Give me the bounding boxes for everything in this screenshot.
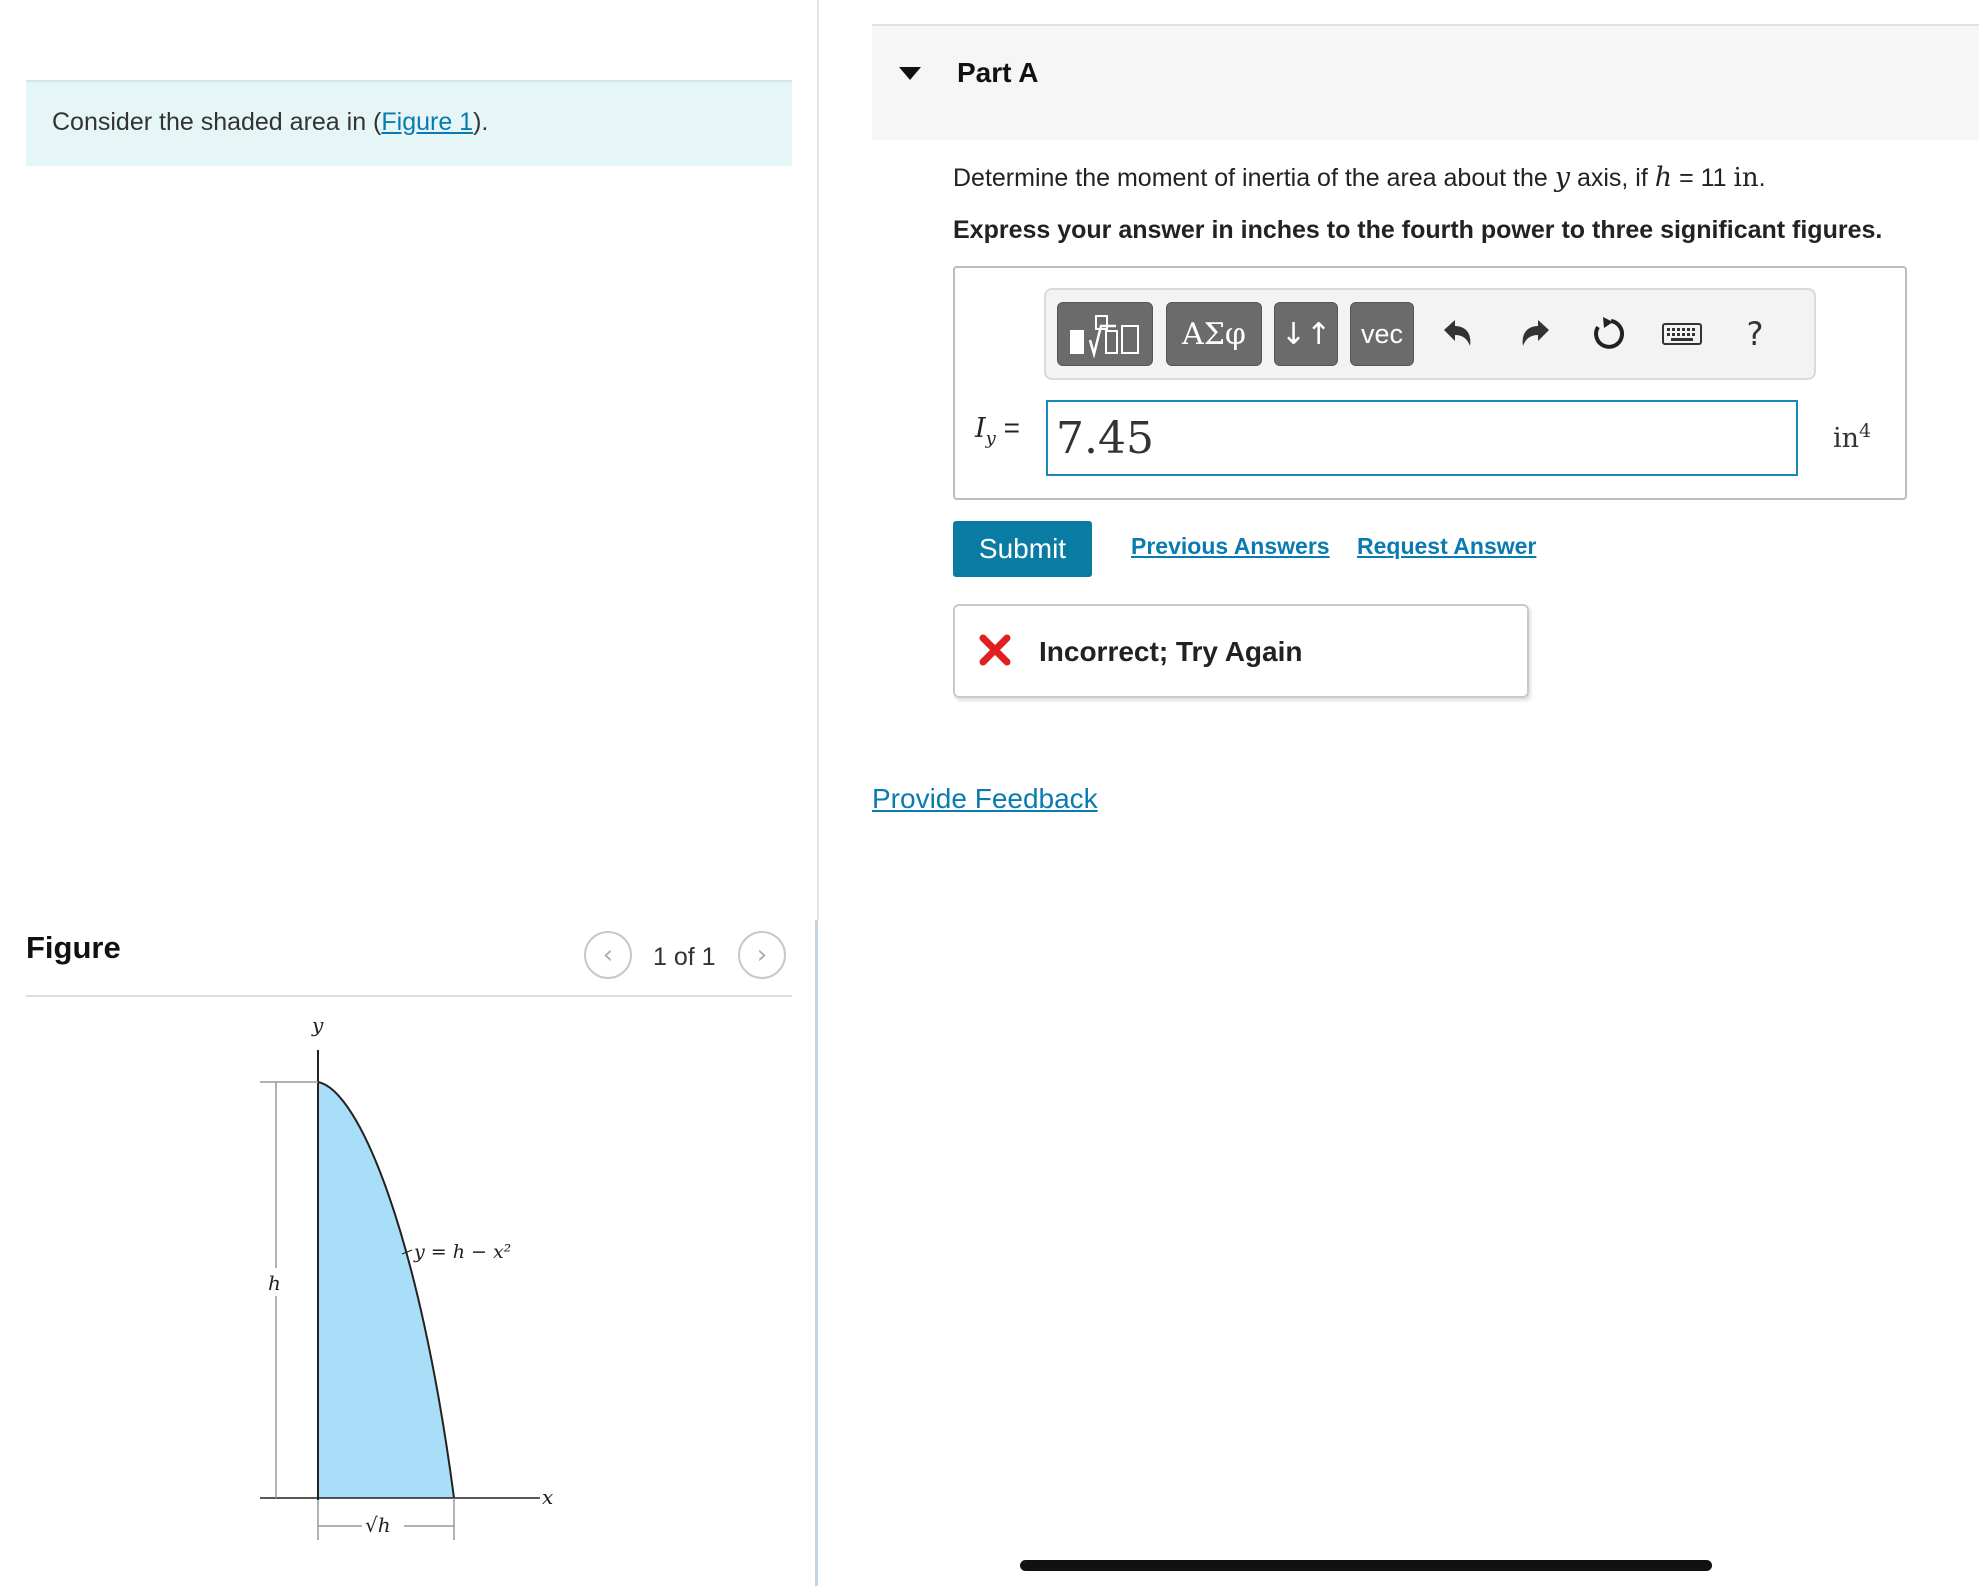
question-text [953,162,1766,193]
answer-label-main: I [975,413,986,444]
instruction-text: Express your answer in inches to the fourth power to three significant figures. [953,216,1883,244]
greek-symbols-button[interactable]: ΑΣφ [1166,302,1262,366]
figure-diagram [220,1010,580,1550]
answer-input[interactable] [1046,400,1798,476]
unit-base: in [1833,423,1860,454]
intro-text [52,108,488,137]
figure-counter: 1 of 1 [653,943,716,971]
previous-answers-link[interactable]: Previous Answers [1131,533,1330,559]
x-axis-label: x [542,1485,554,1509]
redo-icon [1517,316,1553,352]
part-title: Part A [957,57,1039,88]
answer-label [975,412,1020,449]
question-end: . [1758,164,1766,192]
question-mid: axis, if [1570,164,1655,192]
submit-button[interactable]: Submit [953,521,1092,577]
unit-exponent: 4 [1859,420,1872,442]
close-x-icon [978,633,1012,672]
panel-divider-lower [815,920,818,1586]
help-button[interactable]: ? [1746,315,1764,353]
question-prefix: Determine the moment of inertia of the area about the [953,164,1555,192]
intro-prefix: Consider the shaded area in ( [52,108,382,136]
answer-label-equals: = [995,412,1020,443]
y-axis-label: y [312,1013,324,1037]
provide-feedback-link[interactable]: Provide Feedback [872,783,1098,814]
keyboard-button[interactable] [1660,312,1704,356]
reset-button[interactable] [1586,312,1630,356]
caret-down-icon[interactable] [899,67,921,80]
height-label: h [268,1271,281,1295]
request-answer-link[interactable]: Request Answer [1357,533,1537,559]
feedback-message: Incorrect; Try Again [1039,636,1303,667]
figure-divider [26,995,792,997]
answer-unit [1833,420,1871,454]
intro-suffix: ). [473,108,489,136]
width-label: √h [365,1513,391,1537]
question-equals: = 11 [1672,164,1734,192]
figure-link[interactable]: Figure 1 [381,108,474,136]
templates-button[interactable] [1057,302,1153,366]
figure-next-button[interactable] [738,931,786,979]
reset-icon [1589,315,1627,353]
undo-button[interactable] [1436,312,1480,356]
figure-prev-button[interactable] [584,931,632,979]
keyboard-icon [1662,321,1702,347]
panel-divider [817,0,819,920]
curve-equation-label: y = h − x² [414,1241,512,1263]
chevron-left-icon: ‹ [602,940,614,970]
question-unit: in [1733,163,1759,193]
question-variable: h [1654,162,1673,193]
home-indicator[interactable] [1020,1560,1712,1571]
arrows-button[interactable]: ↓↑ [1274,302,1338,366]
templates-icon [1064,310,1146,358]
chevron-right-icon: › [756,940,768,970]
answer-label-subscript: y [985,428,996,449]
redo-button[interactable] [1513,312,1557,356]
figure-title: Figure [26,930,121,965]
shaded-area [318,1082,454,1498]
vec-button[interactable]: vec [1350,302,1414,366]
question-axis: y [1554,162,1570,193]
undo-icon [1440,316,1476,352]
